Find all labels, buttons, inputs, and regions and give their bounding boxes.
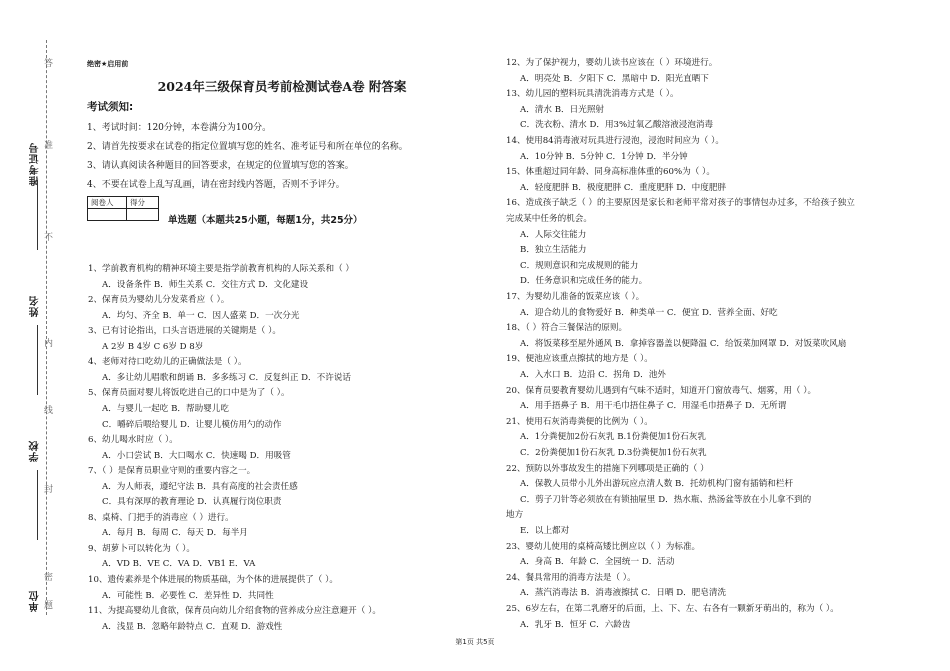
answer-option-line: A．多让幼儿唱歌和朗诵 B．多多练习 C．反复纠正 D．不许说话 (102, 372, 352, 383)
question-line: 12、为了保护视力，婴幼儿读书应该在（ ）环境进行。 (506, 58, 718, 68)
answer-option-line: A．乳牙 B．恒牙 C．六龄齿 (520, 619, 631, 630)
question-line: 14、使用84消毒液对玩具进行浸泡，浸泡时间应为（ ）。 (506, 136, 724, 146)
school-field[interactable] (37, 470, 38, 540)
answer-option-line: A．可能性 B．必要性 C．差异性 D．共同性 (102, 590, 274, 601)
answer-option-line: A．轻度肥胖 B．极度肥胖 C．重度肥胖 D．中度肥胖 (520, 182, 727, 193)
answer-option-line: A．人际交往能力 (520, 229, 587, 240)
answer-option-line: B．独立生活能力 (520, 245, 587, 256)
answer-option-line: A．迎合幼儿的食物爱好 B．种类单一 C．便宜 D．营养全面、好吃 (520, 307, 778, 318)
score-label: 得分 (127, 197, 159, 209)
margin-mark: 答 (42, 58, 52, 67)
exam-title: 2024年三级保育员考前检测试卷A卷 附答案 (157, 79, 407, 94)
question-line: 8、桌椅、门把手的消毒应（ ）进行。 (88, 512, 234, 523)
question-line: 23、婴幼儿使用的桌椅高矮比例应以（ ）为标准。 (506, 541, 701, 552)
exam-number-field[interactable] (37, 180, 38, 250)
label-unit: 单位 (30, 590, 41, 612)
answer-option-line: A．保教人员带小儿外出游玩应点清人数 B．托幼机构门窗有插销和栏杆 (520, 479, 794, 490)
margin-mark: 内 (42, 338, 52, 347)
question-line: 15、体重超过同年龄、同身高标准体重的60%为（ ）。 (506, 167, 715, 178)
question-line: 17、为婴幼儿准备的饭菜应该（ ）。 (506, 292, 645, 302)
answer-option-line: A．清水 B．日光照射 (520, 104, 605, 115)
grader-label: 阅卷人 (88, 197, 127, 209)
answer-option-line: A．与婴儿一起吃 B．帮助婴儿吃 (102, 403, 229, 414)
question-line: 18、（ ）符合三餐保洁的原则。 (506, 323, 628, 334)
margin-mark: 题 (42, 600, 52, 609)
score-cell[interactable] (127, 209, 159, 221)
answer-option-line: A．蒸汽消毒法 B．消毒液擦拭 C．日晒 D．肥皂清洗 (520, 588, 727, 599)
question-line: 19、便池应该重点擦拭的地方是（ ）。 (506, 354, 653, 365)
answer-option-line: A．每月 B．每周 C．每天 D．每半月 (102, 528, 248, 539)
question-line: 13、幼儿园的塑料玩具清洗消毒方式是（ ）。 (506, 89, 679, 100)
section-title: 单选题（本题共25小题，每题1分，共25分） (168, 215, 363, 226)
seal-line (46, 40, 47, 615)
margin-mark: 线 (42, 405, 52, 414)
label-exam-number: 准考证号 (30, 142, 41, 186)
binding-margin (0, 0, 62, 671)
margin-mark: 密 (42, 572, 52, 581)
notice-item: 1、考试时间：120分钟，本卷满分为100分。 (87, 123, 272, 133)
answer-option-line: D．任务意识和完成任务的能力。 (520, 276, 648, 287)
answer-option-line: A．设备条件 B．师生关系 C．交往方式 D．文化建设 (102, 279, 309, 290)
notice-item: 2、请首先按要求在试卷的指定位置填写您的姓名、准考证号和所在单位的名称。 (87, 142, 408, 152)
notice-item: 3、请认真阅读各种题目的回答要求，在规定的位置填写您的答案。 (87, 161, 354, 171)
question-line: 完成某中任务的机会。 (506, 214, 592, 224)
answer-option-line: C．剪子刀针等必须放在有锁抽屉里 D．热水瓶、热汤盆等放在小儿拿不到的 (520, 494, 812, 505)
notice-item: 4、不要在试卷上乱写乱画，请在密封线内答题，否则不予评分。 (87, 180, 345, 190)
grader-cell[interactable] (88, 209, 127, 221)
answer-option-line: A．为人师表，遵纪守法 B．具有高度的社会责任感 (102, 481, 298, 492)
question-line: 1、学前教育机构的精神环境主要是指学前教育机构的人际关系和（ ） (88, 264, 355, 274)
answer-option-line: A．将饭菜移至屋外通风 B．拿掉容器盖以便降温 C．给饭菜加网罩 D．对饭菜吹风扇 (520, 338, 847, 349)
question-line: 16、造成孩子缺乏（ ）的主要原因是家长和老师平常对孩子的事情包办过多，不给孩子独立 (506, 198, 855, 209)
answer-option-line: C．2份粪便加1份石灰乳 D.3份粪便加1份石灰乳 (520, 448, 707, 458)
label-school: 学校 (30, 440, 41, 462)
answer-option-line: C．规则意识和完成规则的能力 (520, 260, 639, 271)
name-field[interactable] (37, 325, 38, 395)
secret-label: 绝密★启用前 (87, 60, 129, 68)
question-line: 21、使用石灰消毒粪便的比例为（ ）。 (506, 416, 653, 427)
question-line: 10、遗传素养是个体进展的物质基础，为个体的进展提供了（ ）。 (88, 575, 338, 585)
answer-option-line: C．嚼碎后喂给婴儿 D．让婴儿模仿用勺的动作 (102, 419, 282, 430)
score-box (87, 196, 159, 221)
answer-option-line: A．1分粪便加2份石灰乳 B.1份粪便加1份石灰乳 (520, 432, 706, 443)
question-line: 7、（ ）是保育员职业守则的重要内容之一。 (88, 466, 256, 477)
margin-mark: 封 (42, 484, 52, 493)
answer-option-line: A．10分钟 B．5分钟 C．1分钟 D．半分钟 (520, 151, 688, 162)
margin-mark: 准 (42, 140, 52, 149)
answer-option-line: A．VD B．VE C．VA D．VB1 E．VA (102, 559, 256, 570)
answer-option-line: A．用手捂鼻子 B．用干毛巾捂住鼻子 C．用湿毛巾捂鼻子 D．无所谓 (520, 401, 787, 412)
question-line: 22、预防以外事故发生的措施下列哪项是正确的（ ） (506, 463, 709, 474)
answer-option-line: A．小口尝试 B．大口喝水 C．快速喝 D．用吸管 (102, 450, 291, 461)
notice-heading: 考试须知: (87, 101, 134, 113)
question-line: 2、保育员为婴幼儿分发菜肴应（ ）。 (88, 295, 230, 306)
answer-option-line: C．洗衣粉、清水 D．用3%过氧乙酸溶液浸泡消毒 (520, 120, 714, 131)
answer-option-line: A．身高 B．年龄 C．全园统一 D．活动 (520, 557, 675, 568)
answer-option-line: A．入水口 B．边沿 C．拐角 D．池外 (520, 370, 666, 380)
question-line: 5、保育员面对婴儿将饭吃进自己的口中是为了（ ）。 (88, 388, 290, 399)
answer-option-line: A．明亮处 B．夕阳下 C．黑暗中 D．阳光直晒下 (520, 73, 709, 84)
label-name: 姓名 (30, 295, 41, 317)
question-line: 9、胡萝卜可以转化为（ ）。 (88, 543, 196, 554)
answer-option-line: A 2岁 B 4岁 C 6岁 D 8岁 (102, 341, 204, 352)
question-line: 11、为提高婴幼儿食欲，保育员向幼儿介绍食物的营养成分应注意避开（ ）。 (88, 606, 381, 617)
question-line: 25、6岁左右，在第二乳磨牙的后面，上、下、左、右各有一颗新牙萌出的，称为（ ）。 (506, 604, 839, 614)
answer-option-line: E．以上都对 (520, 526, 570, 536)
question-line: 3、已有讨论指出，口头言语进展的关键期是（ ）。 (88, 326, 281, 337)
answer-option-line: A．浅显 B．忽略年龄特点 C．直观 D．游戏性 (102, 621, 283, 632)
margin-mark: 不 (42, 232, 52, 241)
question-line: 地方 (506, 510, 524, 521)
answer-option-line: A．均匀、齐全 B．单一 C．因人盛菜 D．一次分光 (102, 310, 300, 321)
question-line: 6、幼儿喝水时应（ ）。 (88, 435, 178, 446)
question-line: 4、老师对待口吃幼儿的正确做法是（ ）。 (88, 357, 247, 368)
page-footer: 第1页 共5页 (455, 638, 495, 646)
answer-option-line: C．具有深厚的教育理论 D．认真履行岗位职责 (102, 497, 282, 508)
question-line: 20、保育员要教育婴幼儿遇到有气味不适时，知道开门窗放毒气、烟雾，用（ ）。 (506, 385, 817, 396)
question-line: 24、餐具常用的消毒方法是（ ）。 (506, 572, 636, 583)
